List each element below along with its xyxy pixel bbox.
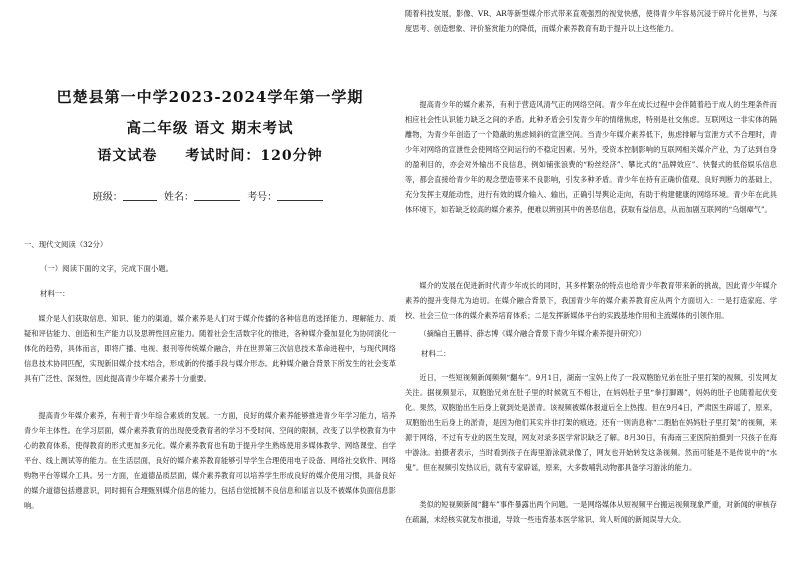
exam-paper-line	[24, 145, 396, 165]
exam-time: 考试时间：120分钟	[185, 148, 323, 164]
material-label: 材料一：	[40, 289, 70, 298]
class-blank[interactable]	[123, 190, 157, 201]
left-column	[24, 0, 396, 562]
material-label: 材料二：	[421, 349, 451, 358]
number-label: 考号：	[247, 192, 278, 203]
paragraph: 提高青少年媒介素养，有利于青少年综合素质的发展。一方面，良好的媒介素养能够推进青少年学习能力，培养青少年主体性。在学习层面，媒介素养教育的出现使受教育者的学习不受时间、空间的限制，改变了以学校教育为中心的教育体系，使得教育的形式更加多元化。媒介素养教育也有助于提升学生熟练使用多媒体教学、网络课堂、自学平台、线上测试等的能力。在生活层面，良好的媒介素养教育能够引导学生合理使用电子设备、网络社交软件、网络购物平台等媒介工具。另一方面，在道德品质层面，媒介素养教育可以培养学生形成良好的媒介使用习惯，具备良好的媒介道德包括遵意识，同时拥有合理甄别媒介信息的能力，包括自觉抵制不良信息和谣言以及不被媒体负面信息影响。	[24, 411, 396, 510]
number-blank[interactable]	[277, 190, 323, 201]
subsection-heading: （一）阅读下面的文字，完成下面小题。	[40, 264, 174, 273]
paragraph: 类似的短视频新闻“翻车”事件暴露出两个问题。一是网络媒体从短视频平台搬运视频现象严重，对新闻的审核存在疏漏，未经核实就发布报道，导致一些违背基本医学常识、耸人听闻的新闻误导大众。	[405, 500, 777, 524]
section-heading: 一、现代文阅读（32分）	[24, 240, 108, 249]
citation: （摘编自王鹏祥、薛志博《媒介融合背景下青少年媒介素养提升研究》）	[419, 329, 646, 338]
paper-name: 语文试卷	[97, 148, 158, 164]
name-label: 姓名：	[164, 192, 194, 203]
paragraph: 随着科技发展，影像、VR、AR等新型媒介形式带来直观强烈的视觉快感，使得青少年容易沉浸于碎片化世界，与深度思考、创造想象、评价鉴赏能力的降低，而媒介素养教育有助于提升以上这些能力。	[405, 9, 777, 33]
name-blank[interactable]	[194, 190, 240, 201]
exam-title: 巴楚县第一中学2023-2024学年第一学期	[56, 88, 364, 106]
paragraph: 提高青少年的媒介素养，有利于营造风清气正的网络空间。青少年在成长过程中会伴随着趋于成人的生理条件而相应社会性认识能力缺乏之间的矛盾。此种矛盾会引发青少年的情绪焦虑，特别是社交焦虑。互联网这一非实体的隔離物，为青少年创造了一个隐蔽的焦虑倾斜的宣泄空间。当青少年媒介素养低下，焦虑排解与宣泄方式不合理时，青少年对网络的宣泄性会使网络空间运行的不稳定因素。另外，受资本控制影响的互联网相关媒介产业，为了达到自身的盈利目的，亦会对外输出不良信息，例如铺张浪费的“粉丝经济”、攀比式的“品牌效应”、快餐式的低俗娱乐信息等，都会直接给青少年的观念塑造带来不良影响，引发多种矛盾。青少年在持有正确价值观、良好判断力的基础上，充分发挥主观能动性，进行有效的媒介输入、输出，正确引导舆论走向，有助于构建健康的网络环境。青少年在此具体环境下，如若缺乏较高的媒介素养，便难以辨别其中的善恶信息，获取有益信息，从而加剧互联网的“乌烟瘴气”。	[405, 100, 777, 214]
exam-subtitle: 高二年级 语文 期末考试	[126, 120, 294, 137]
paragraph: 近日，一些短视频新闻频频“翻车”。9月1日，湖南一宝妈上传了一段双胞胎兄弟在肚子里打架的视频，引发网友关注。据视频显示，双胞胎兄弟在肚子里的时候就互不相让，在妈妈肚子里“拳打脚踢”，妈妈的肚子也随着起伏变化。果然，双胞胎出生后身上就到处是淤青。该视频被媒体报道后全上热搜。但在9月4日，严肃医生辟谣了，原来，双胞胎出生后身上的淤青，是因为他们其实并非打架的痕迹。还有一则消息称“二胞胎在妈妈肚子里打架”的视频，来源于网络，不过有专业的医生发现，网友对录多医学常识缺乏了解。8月30日，有海南三亚医院拍摄到一只孩子在海中游泳。拍摄者表示，当时看到孩子在海里游泳就录像了，网友也开始转发这条视频。然而可能是不是传说中的“水鬼”。但在视频引发热议后，就有专家辟谣，原来，大多数哺乳动物都具备学习游泳的能力。	[405, 373, 777, 472]
class-label: 班级：	[92, 192, 123, 203]
student-info-line	[24, 188, 396, 203]
paragraph: 媒介的发展在促进新时代青少年成长的同时，其多样繁杂的特点也给青少年教育带来新的挑战，因此青少年媒介素养的提升变得尤为迫切。在媒介融合背景下，我国青少年的媒介素养教育应从两个方面切入：一是打造家庭、学校、社会三位一体的媒介素养培育体系；二是发挥新媒体平台的实践基地作用和主流媒体的引领作用。	[405, 281, 777, 320]
right-column	[405, 0, 777, 562]
paragraph: 媒介是人们获取信息、知识、能力的渠道，媒介素养是人们对于媒介传播的各种信息的选择能力、理解能力、质疑和评估能力、创造和生产能力以及思辨性回应能力。随着社会生活数字化的推进，各种媒介叠加显化为协同演化一体化的趋势，具体而言，即将广播、电视、报刊等传统媒介融合，并在世界第三次信息技术革命进程中，与现代网络信息技术协同匹配，实现新旧媒介技术结合，形成新的传播手段与媒介形态。此种媒介融合背景下所发生的社会变革具有广泛性、深刻性，因此提高青少年媒介素养十分重要。	[24, 314, 396, 383]
